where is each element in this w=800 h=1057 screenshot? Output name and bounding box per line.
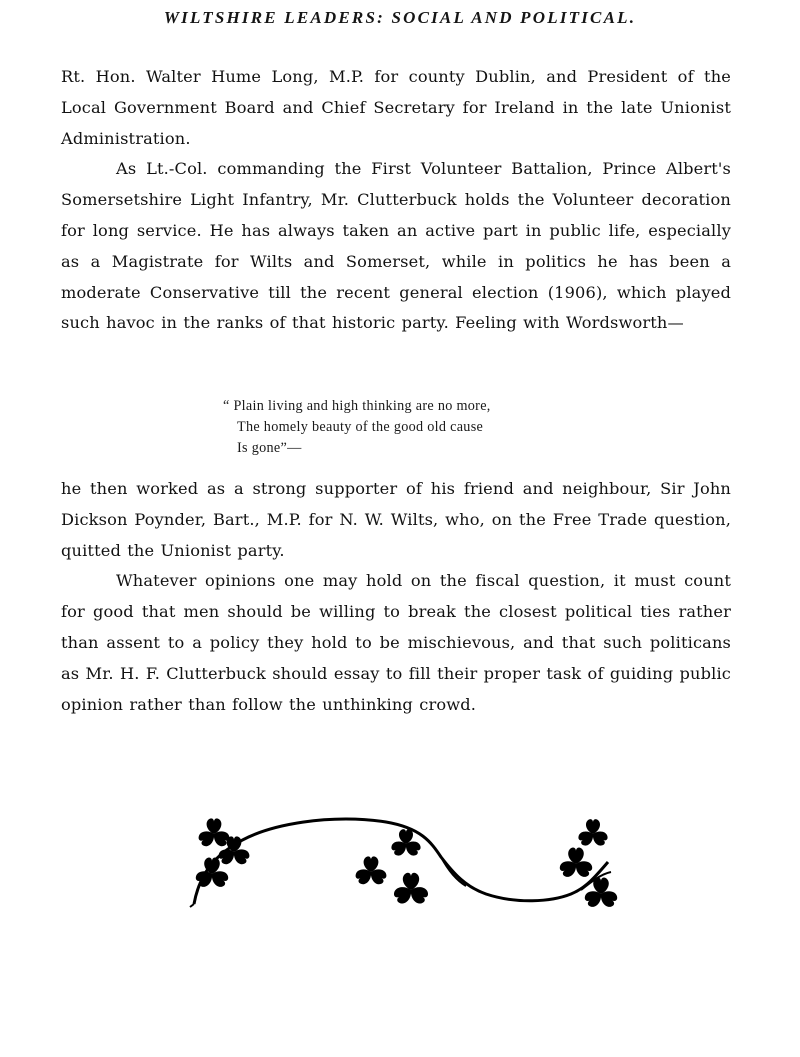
text-block-top bbox=[61, 62, 731, 339]
shamrock-vine-ornament-icon bbox=[186, 812, 626, 917]
quotation-line: Is gone”— bbox=[237, 440, 302, 456]
running-head: WILTSHIRE LEADERS: SOCIAL AND POLITICAL. bbox=[163, 8, 637, 27]
quotation-line: The homely beauty of the good old cause bbox=[237, 419, 484, 435]
paragraph-volunteer-career: As Lt.-Col. commanding the First Volunteer Battalion, Prince Albert's Somersetshire Light Infantry, Mr. Clutterbuck holds the Volunteer decoration for long service. He has always taken an active part in public life, especially as a Magistrate for Wilts and Somerset, while in politics he has been a moderate Conservative till the recent general election (1906), which played such havoc in the ranks of that historic party. Feeling with Wordsworth— bbox=[61, 159, 731, 333]
paragraph-free-trade: he then worked as a strong supporter of his friend and neighbour, Sir John Dickson Poynder, Bart., M.P. for N. W. Wilts, who, on the Free Trade question, quitted the Unionist party. bbox=[61, 479, 731, 560]
paragraph-long-appointment: Rt. Hon. Walter Hume Long, M.P. for county Dublin, and President of the Local Government Board and Chief Secretary for Ireland in the late Unionist Administration. bbox=[61, 67, 731, 148]
paragraph-fiscal-question: Whatever opinions one may hold on the fiscal question, it must count for good that men should be willing to break the closest political ties rather than assent to a policy they hold to be mischievous, and that such politicans as Mr. H. F. Clutterbuck should essay to fill their proper task of guiding public opinion rather than follow the unthinking crowd. bbox=[61, 571, 731, 714]
quotation-line: “ Plain living and high thinking are no more, bbox=[223, 398, 491, 414]
text-block-bottom bbox=[61, 474, 731, 720]
wordsworth-quotation bbox=[223, 396, 491, 459]
